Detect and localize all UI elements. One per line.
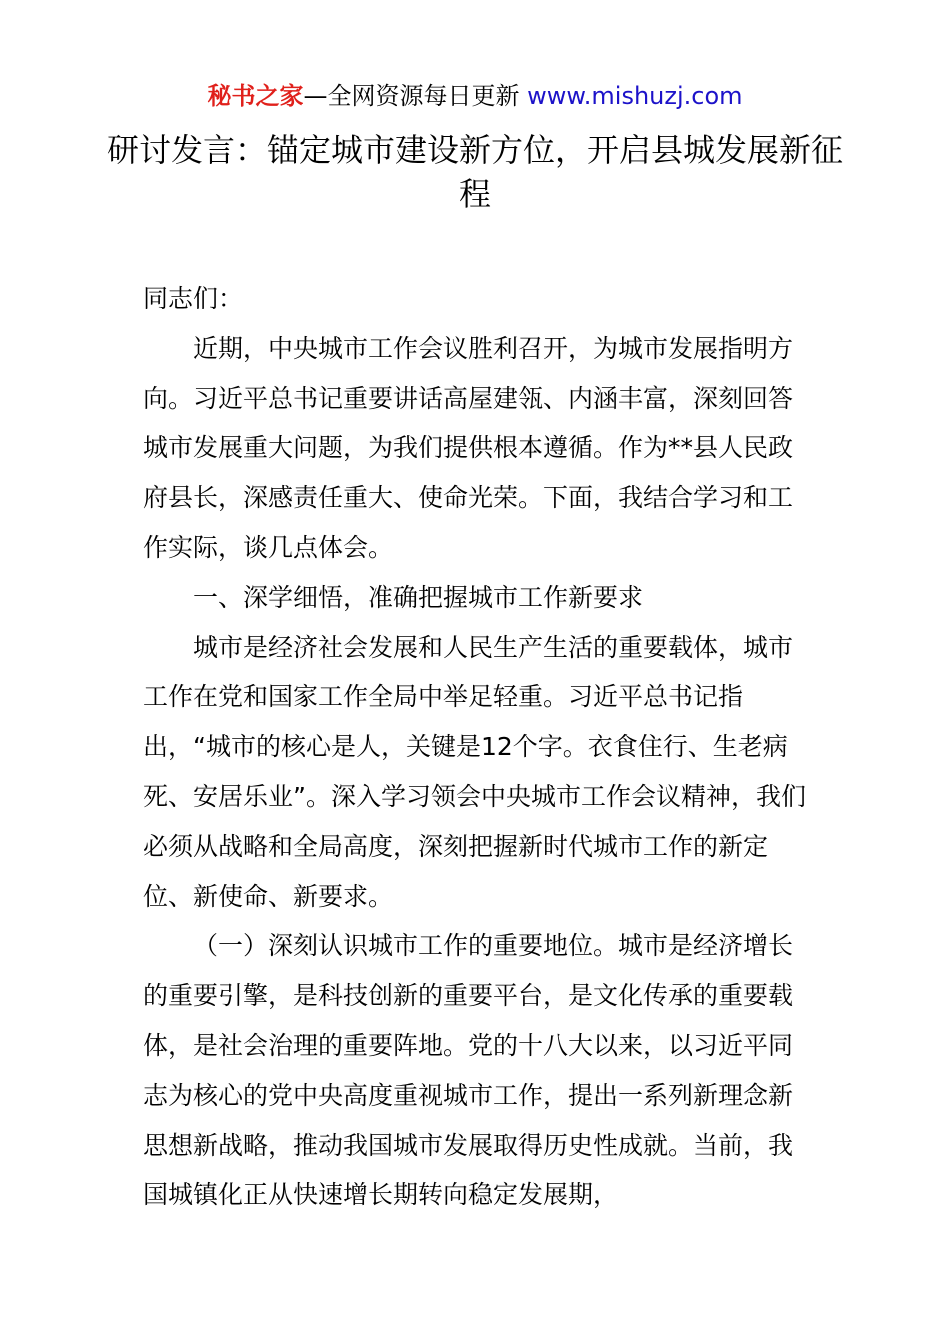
paragraph-intro: 近期，中央城市工作会议胜利召开，为城市发展指明方向。习近平总书记重要讲话高屋建瓴、内涵丰富，深刻回答城市发展重大问题，为我们提供根本遵循。作为**县人民政府县长，深感责任重大、使命光荣。下面，我结合学习和工作实际，谈几点体会。	[143, 333, 794, 562]
document-body	[143, 274, 807, 1220]
site-header	[0, 80, 950, 112]
section-heading-1: 一、深学细悟，准确把握城市工作新要求	[193, 582, 644, 612]
site-url-link[interactable]: www.mishuzj.com	[527, 82, 743, 110]
brand-name: 秘书之家	[207, 82, 304, 110]
document-title: 研讨发言：锚定城市建设新方位，开启县城发展新征程	[106, 131, 843, 213]
paragraph-section-1: 城市是经济社会发展和人民生产生活的重要载体，城市工作在党和国家工作全局中举足轻重。习近平总书记指出，“城市的核心是人，关键是12个字。衣食住行、生老病死、安居乐业”。深入学习领会中央城市工作会议精神，我们必须从战略和全局高度，深刻把握新时代城市工作的新定位、新使命、新要求。	[143, 632, 806, 911]
header-tagline: —全网资源每日更新	[303, 82, 528, 110]
paragraph-subsection-1: （一）深刻认识城市工作的重要地位。城市是经济增长的重要引擎，是科技创新的重要平台，是文化传承的重要载体，是社会治理的重要阵地。党的十八大以来，以习近平同志为核心的党中央高度重视城市工作，提出一系列新理念新思想新战略，推动我国城市发展取得历史性成就。当前，我国城镇化正从快速增长期转向稳定发展期，	[143, 931, 794, 1210]
salutation: 同志们：	[143, 284, 244, 313]
